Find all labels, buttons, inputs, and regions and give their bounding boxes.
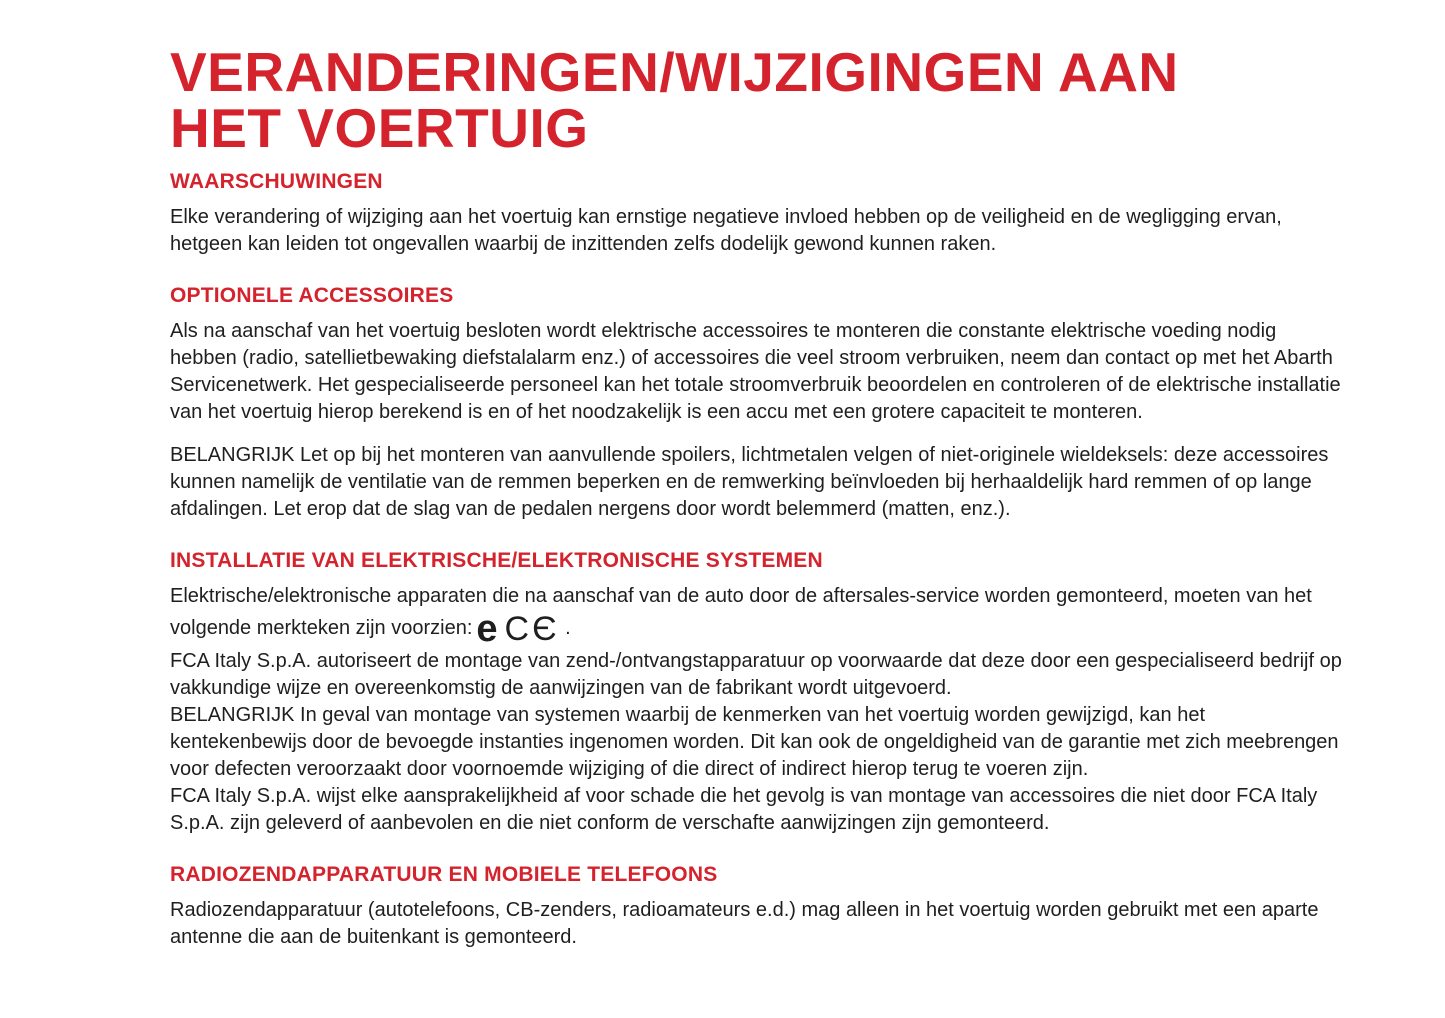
- paragraph: BELANGRIJK In geval van montage van systemen waarbij de kenmerken van het voertuig worden gewijzigd, kan het kentekenbewijs door de bevoegde instanties ingenomen worden. Dit kan ook de ongeldigheid van de garantie met zich meebrengen voor defecten veroorzaakt door voornoemde wijziging of die direct of indirect hierop terug te voeren zijn.: [170, 704, 1339, 781]
- page-title-line-1: VERANDERINGEN/WIJZIGINGEN AAN: [170, 41, 1179, 103]
- paragraph: FCA Italy S.p.A. autoriseert de montage van zend-/ontvangstapparatuur op voorwaarde dat deze door een gespecialiseerd bedrijf op vakkundige wijze en overeenkomstig de aanwijzingen van de fabrikant wordt uitgevoerd.: [170, 650, 1342, 700]
- page-title-line-2: HET VOERTUIG: [170, 97, 589, 160]
- paragraph: FCA Italy S.p.A. wijst elke aansprakelijkheid af voor schade die het gevolg is van montage van accessoires die niet door FCA Italy S.p.A. zijn geleverd of aanbevolen en die niet conform de verschafte aanwijzingen zijn gemonteerd.: [170, 785, 1318, 835]
- paragraph: Radiozendapparatuur (autotelefoons, CB-zenders, radioamateurs e.d.) mag alleen in het voertuig worden gebruikt met een aparte antenne die aan de buitenkant is gemonteerd.: [170, 899, 1319, 949]
- paragraph: Als na aanschaf van het voertuig besloten wordt elektrische accessoires te monteren die constante elektrische voeding nodig hebben (radio, satellietbewaking diefstalalarm enz.) of accessoires die veel stroom verbruiken, neem dan contact op met het Abarth Servicenetwerk. Het gespecialiseerde personeel kan het totale stroomverbruik beoordelen en controleren of de elektrische installatie van het voertuig hierop berekend is en of het noodzakelijk is een accu met een grotere capaciteit te monteren.: [170, 320, 1341, 424]
- page-title: [170, 41, 1345, 160]
- e-type-approval-mark-icon: e: [476, 608, 499, 651]
- section-heading-installatie-systemen: INSTALLATIE VAN ELEKTRISCHE/ELEKTRONISCHE SYSTEMEN: [170, 549, 823, 573]
- paragraph-with-type-approval-mark: [170, 583, 1345, 651]
- paragraph-text-before-mark: Elektrische/elektronische apparaten die na aanschaf van de auto door de aftersales-service worden gemonteerd, moeten van het volgende merkteken zijn voorzien:: [170, 585, 1312, 640]
- section-heading-radiozendapparatuur: RADIOZENDAPPARATUUR EN MOBIELE TELEFOONS: [170, 863, 718, 887]
- type-approval-mark: [472, 608, 560, 651]
- section-heading-waarschuwingen: WAARSCHUWINGEN: [170, 170, 383, 194]
- ce-mark-icon: CЄ: [504, 610, 560, 649]
- paragraph: BELANGRIJK Let op bij het monteren van aanvullende spoilers, lichtmetalen velgen of niet-originele wieldeksels: deze accessoires kunnen namelijk de ventilatie van de remmen beperken en de remwerking beïnvloeden bij herhaaldelijk hard remmen of op lange afdalingen. Let erop dat de slag van de pedalen nergens door wordt belemmerd (matten, enz.).: [170, 444, 1329, 521]
- section-heading-optionele-accessoires: OPTIONELE ACCESSOIRES: [170, 284, 454, 308]
- paragraph: Elke verandering of wijziging aan het voertuig kan ernstige negatieve invloed hebben op de veiligheid en de wegligging ervan, hetgeen kan leiden tot ongevallen waarbij de inzittenden zelfs dodelijk gewond kunnen raken.: [170, 206, 1282, 256]
- paragraph-text-after-mark: .: [559, 617, 571, 640]
